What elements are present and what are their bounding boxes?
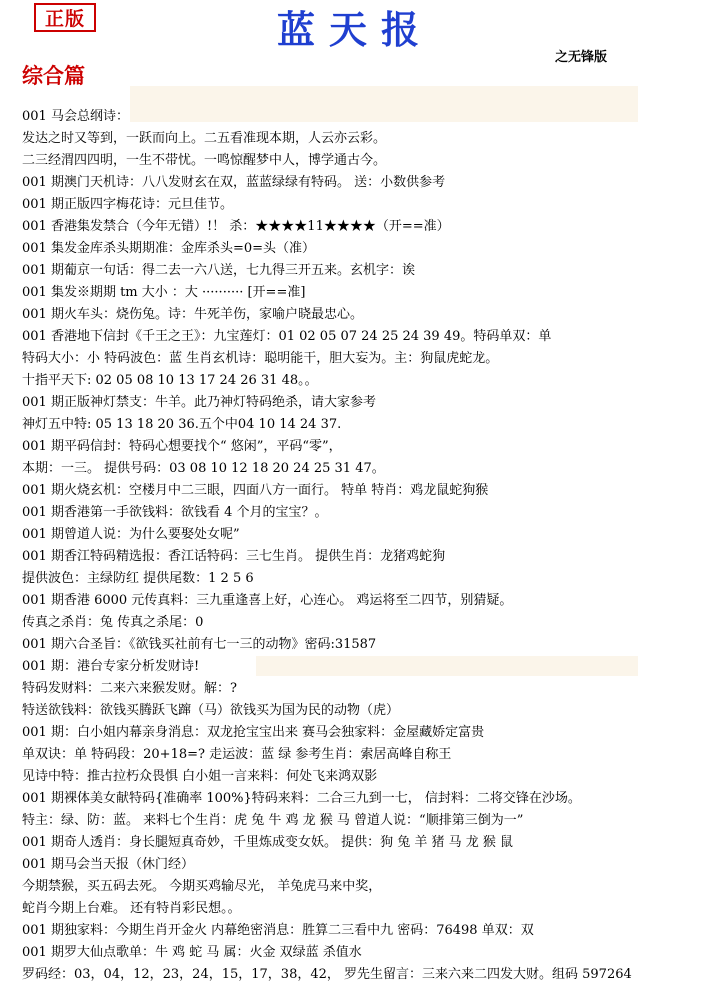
text-line: 001 马会总纲诗： [22,109,129,124]
text-line: 001 香港集发禁合（今年无错）!！ 杀：★★★★11★★★★（开==准） [22,219,450,234]
text-line: 001 集发金库杀头期期准：金库杀头=0=头（准） [22,241,316,256]
text-line: 发达之时又等到，一跃而向上。二五看准现本期，人云亦云彩。 [22,131,387,146]
text-line: 特送欲钱料：欲钱买腾跃飞蹿（马）欲钱买为国为民的动物（虎） [22,703,400,718]
text-line: 001 期裸体美女献特码{准确率 100%}特码来料：二合三九到一七， 信封料：二将交锋在沙场。 [22,791,581,806]
text-line: 单双诀：单 特码段：20+18=? 走运波：蓝 绿 参考生肖：索居高峰自称王 [22,747,452,762]
text-line: 001 期正版四字梅花诗：元旦佳节。 [22,197,233,212]
text-line: 神灯五中特: 05 13 18 20 36.五个中04 10 14 24 37. [22,417,342,432]
text-line: 001 期罗大仙点歌单：牛 鸡 蛇 马 属：火金 双绿蓝 杀值水 [22,945,362,960]
official-stamp: 正版 [34,3,96,32]
newspaper-title: 蓝天报 [276,6,433,52]
text-line: 001 期香港第一手欲钱料：欲钱看 4 个月的宝宝？。 [22,505,328,520]
text-line: 001 期奇人透肖：身长腿短真奇妙，千里炼成变女妖。 提供：狗 兔 羊 猪 马 龙 猴 鼠 [22,835,514,850]
text-line: 001 期正版神灯禁支：牛羊。此乃神灯特码绝杀，请大家参考 [22,395,376,410]
text-line: 001 期独家料：今期生肖开金火 内幕绝密消息：胜算二三看中九 密码：76498 单双：双 [22,923,534,938]
text-line: 特主：绿、防：蓝。 来料七个生肖：虎 兔 牛 鸡 龙 猴 马 曾道人说：“顺排第三倒为一” [22,813,524,828]
text-line: 001 期澳门天机诗：八八发财玄在双，蓝蓝绿绿有特码。 送：小数供参考 [22,175,446,190]
section-heading: 综合篇 [22,63,85,88]
text-line: 传真之杀肖：兔 传真之杀尾：0 [22,615,204,630]
text-line: 001 期马会当天报（休门经） [22,857,194,872]
text-line: 见诗中特：推古拉朽众畏惧 白小姐一言来料：何处飞来鸿双影 [22,769,378,784]
text-line: 特码发财料：二来六来猴发财。解：? [22,681,237,696]
text-line: 001 期平码信封：特码心想要找个“ 悠闲”，平码“零”， [22,439,342,454]
text-line: 001 期香港 6000 元传真料：三九重逢喜上好，心连心。 鸡运将至二四节，别猜疑。 [22,593,513,608]
article-body [22,106,712,986]
text-line: 001 期火车头：烧伤兔。诗：牛死羊伤，家喻户晓最忠心。 [22,307,363,322]
text-line: 蛇肖今期上台难。 还有特肖彩民想。。 [22,901,241,916]
text-line: 001 期六合圣旨：《欲钱买社前有七一三的动物》密码:31587 [22,637,377,652]
edition-label: 之无锋版 [555,50,608,65]
text-line: 001 香港地下信封《千王之王》：九宝莲灯：01 02 05 07 24 25 24 39 49。特码单双：单 [22,329,552,344]
text-line: 十指平天下: 02 05 08 10 13 17 24 26 31 48。。 [22,373,318,388]
text-line: 001 期香江特码精选报：香江话特码：三七生肖。 提供生肖：龙猪鸡蛇狗 [22,549,446,564]
text-line: 001 集发※期期 tm 大小 ：大 ·········· [开==准] [22,285,306,300]
text-line: 今期禁猴，买五码去死。 今期买鸡输尽光， 羊兔虎马来中奖， [22,879,382,894]
text-line: 特码大小：小 特码波色：蓝 生肖玄机诗：聪明能干，胆大妄为。主：狗鼠虎蛇龙。 [22,351,499,366]
text-line: 001 期葡京一句话：得二去一六八送，七九得三开五来。玄机字：诶 [22,263,415,278]
text-line: 001 期曾道人说：为什么要娶处女呢” [22,527,240,542]
text-line: 本期：一三。 提供号码：03 08 10 12 18 20 24 25 31 47。 [22,461,385,476]
text-line: 001 期：白小姐内幕亲身消息：双龙抢宝宝出来 赛马会独家料：金屋藏娇定富贵 [22,725,485,740]
text-line: 罗码经：03，04，12，23，24，15，17，38，42， 罗先生留言：三来六来二四发大财。组码 597264 [22,967,632,982]
text-line: 001 期：港台专家分析发财诗! [22,659,200,674]
text-line: 001 期火烧玄机：空楼月中二三眼，四面八方一面行。 特单 特肖：鸡龙鼠蛇狗猴 [22,483,489,498]
text-line: 二三经渭四四明，一生不带忧。一鸣惊醒梦中人，博学通古今。 [22,153,387,168]
text-line: 提供波色：主绿防红 提供尾数：1 2 5 6 [22,571,254,586]
